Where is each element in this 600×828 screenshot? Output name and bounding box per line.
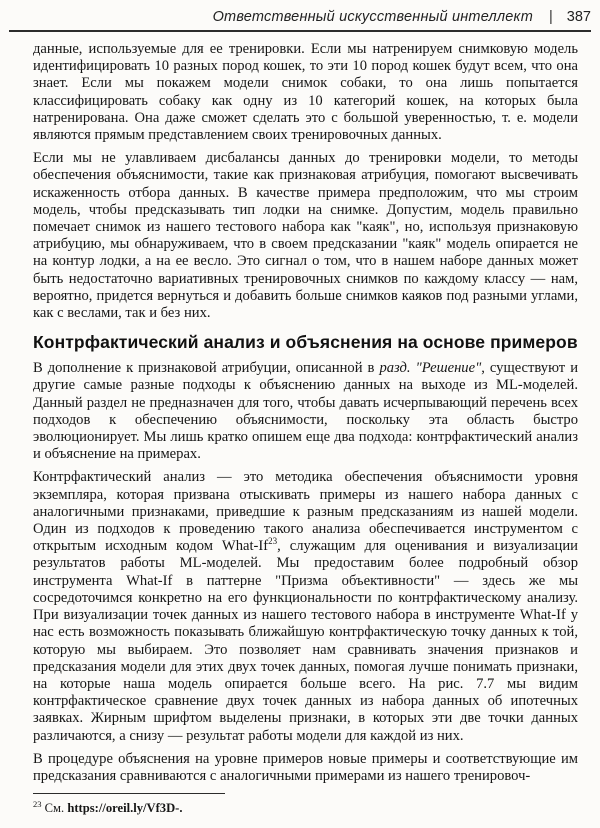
body-paragraph: В процедуре объяснения на уровне примеров новые примеры и соответствующие им предсказания сравниваются с аналогичными примерами из нашего тренировоч- <box>33 750 578 784</box>
page-number: 387 <box>566 9 591 25</box>
page-body <box>33 41 578 785</box>
footnote-area <box>33 793 578 816</box>
section-heading: Контрфактический анализ и объяснения на основе примеров <box>33 332 578 353</box>
footnote-text: См. <box>41 801 68 815</box>
footnote <box>33 798 578 816</box>
paragraph-text: , существуют и другие самые разные подходы к объяснению данных на выходе из ML-моделей. Данный раздел не предназначен для того, чтобы давать исчерпывающий перечень всех подходов к обеспечению объяснимости, поскольку эта область быстро эволюционирует. Мы лишь кратко опишем еще два подхода: контрфактический анализ и объяснение на примерах. <box>33 360 579 463</box>
page-header <box>9 9 591 32</box>
footnote-marker: 23 <box>33 798 42 809</box>
body-paragraph <box>33 360 578 463</box>
body-paragraph: Если мы не улавливаем дисбалансы данных до тренировки модели, то методы обеспечения объяснимости, такие как признаковая атрибуция, помогают высвечивать искаженность отбора данных. В качестве примера предположим, что мы строим модель, чтобы предсказывать тип лодки на снимке. Допустим, модель правильно помечает снимок из нашего тестового набора как "каяк", но, используя признаковую атрибуцию, мы обнаруживаем, что в своем предсказании "каяк" модель опирается не на контур лодки, а на ее весло. Это сигнал о том, что в нашем наборе данных может быть недостаточно вариативных тренировочных снимков по каждому классу — нам, вероятно, придется вернуться и добавить больше снимков каяков под разными углами, как с веслами, так и без них. <box>33 150 578 322</box>
body-paragraph <box>33 469 578 744</box>
paragraph-text: В дополнение к признаковой атрибуции, описанной в <box>33 360 380 377</box>
paragraph-text: Контрфактический анализ — это методика обеспечения объяснимости уровня экземпляра, которая призвана отыскивать примеры из нашего набора данных с аналогичными признаками, приведшие к разным предсказаниям из нашей модели. Один из подходов к проведению такого анализа обеспечивается инструментом с открытым исходным кодом What-If <box>33 469 578 555</box>
body-paragraph: данные, используемые для ее тренировки. Если мы натренируем снимковую модель идентифицировать 10 разных пород кошек, то эти 10 пород кошек будут всем, что она знает. Если мы покажем модели снимок собаки, то она лишь попытается классифицировать собаку как одну из 10 категорий кошек, на которых была натренирована. Она даже сможет сделать это с большой уверенностью, т. е. модели являются прямым представлением своих тренировочных данных. <box>33 41 578 144</box>
section-reference: разд. "Решение" <box>379 360 482 377</box>
footnote-separator <box>33 793 225 794</box>
running-title: Ответственный искусственный интеллект <box>212 9 534 25</box>
header-separator: | <box>549 9 553 25</box>
footnote-reference: 23 <box>268 536 278 547</box>
paragraph-text: , служащим для оценивания и визуализации результатов работы ML-моделей. Мы предоставим более подробный обзор инструмента What-If в паттерне "Призма объективности" — здесь же мы сосредоточимся конкретно на его функциональности по контрфактическому анализу. При визуализации точек данных из нашего тестового набора в инструменте What-If у нас есть возможность показывать ближайшую контрфактическую точку данных к той, которую мы выбираем. Это позволяет нам сравнивать значения признаков и предсказания модели для этих двух точек данных, помогая лучше понимать признаки, на которые наша модель опирается больше всего. На рис. 7.7 мы видим контрфактическое сравнение двух точек данных из набора данных об ипотечных заявках. Жирным шрифтом выделены признаки, в которых эти две точки данных различаются, а снизу — результат работы модели для каждой из них. <box>33 538 578 744</box>
footnote-url: https://oreil.ly/Vf3D-. <box>67 801 183 815</box>
